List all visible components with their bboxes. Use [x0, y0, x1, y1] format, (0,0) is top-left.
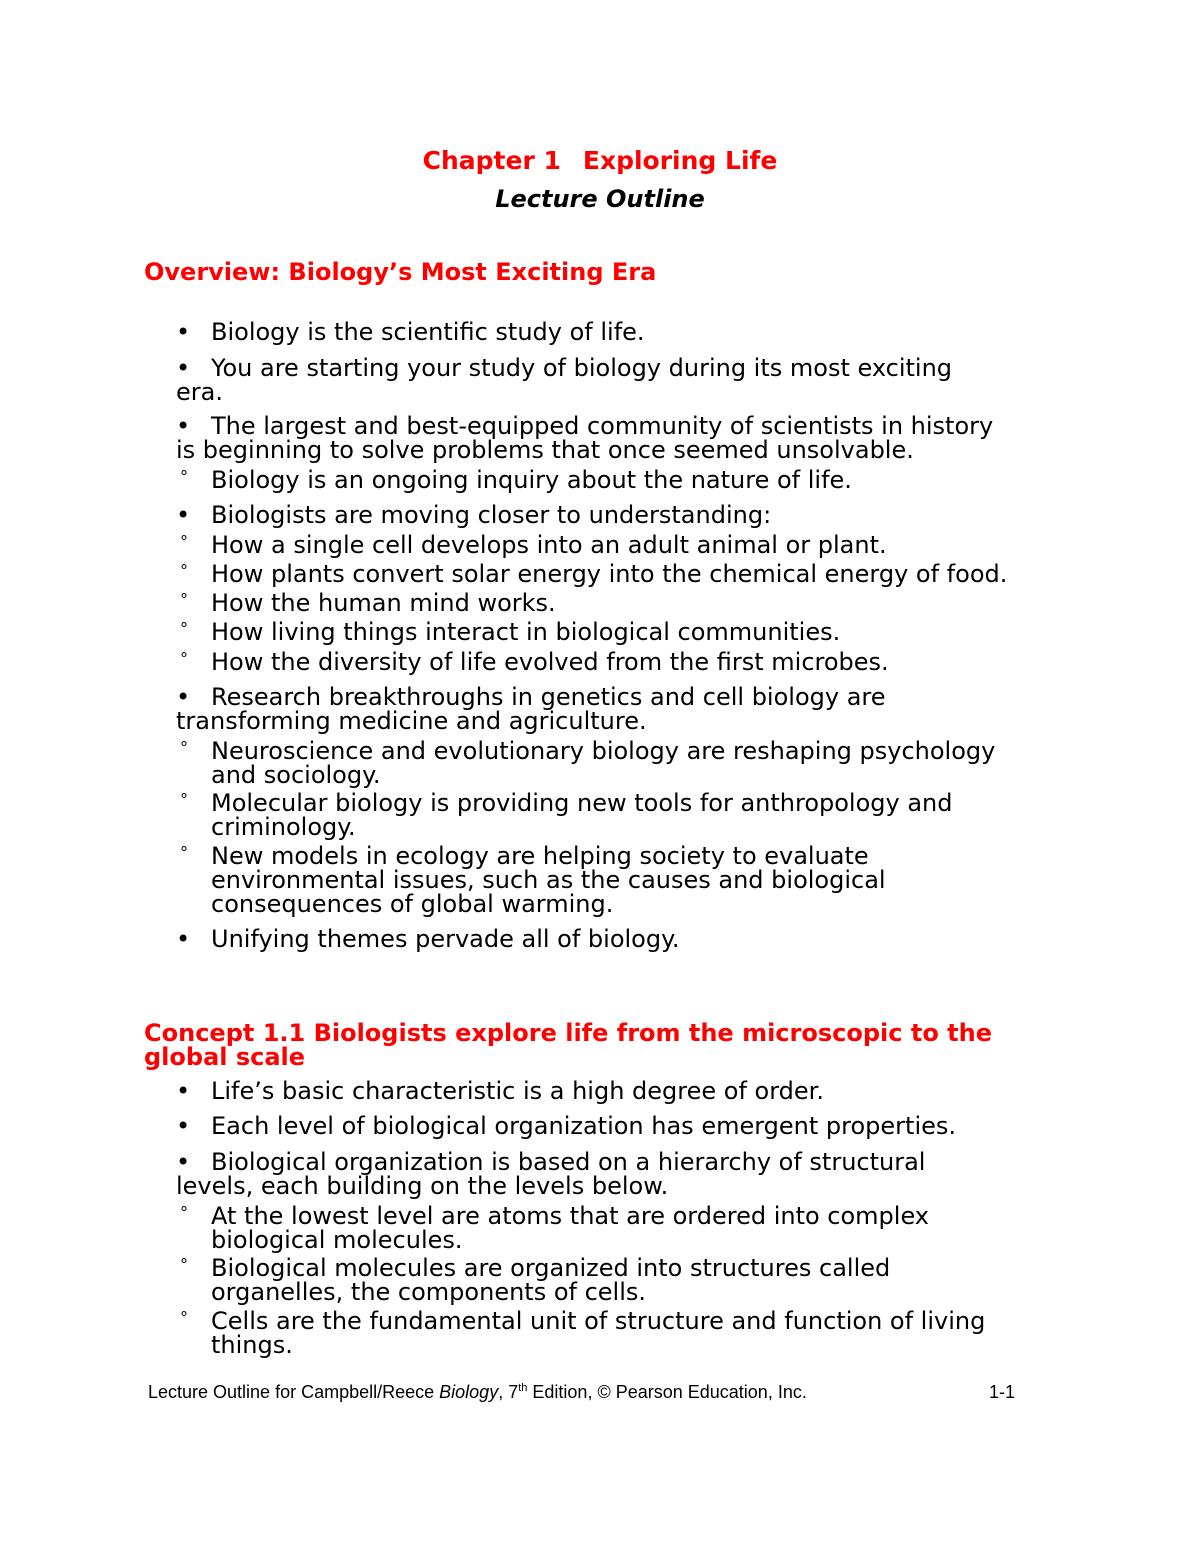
footer-publisher: Edition, © Pearson Education, Inc. [527, 1382, 807, 1402]
sub-bullet-marker: ° [180, 1203, 188, 1222]
sub-bullet-marker: ° [180, 1255, 188, 1274]
sub-bullet-marker: ° [180, 738, 188, 757]
sub-bullet-marker: ° [180, 649, 188, 668]
list-item-text-continued: criminology. [211, 813, 356, 841]
list-item-text: How a single cell develops into an adult animal or plant. [211, 531, 887, 559]
list-item-text: Molecular biology is providing new tools for anthropology and [211, 789, 953, 817]
list-item-text-continued: is beginning to solve problems that once seemed unsolvable. [176, 436, 914, 464]
list-item-text: Cells are the fundamental unit of structure and function of living [211, 1307, 986, 1335]
list-item-text: Neuroscience and evolutionary biology are reshaping psychology [211, 737, 996, 765]
concept-heading [144, 1021, 1024, 1069]
list-item-text: How the diversity of life evolved from the first microbes. [211, 648, 889, 676]
list-item-text: The largest and best-equipped community of scientists in history [211, 412, 994, 440]
chapter-name: Exploring Life [582, 146, 778, 175]
bullet-marker: • [176, 412, 191, 440]
lecture-subtitle: Lecture Outline [495, 185, 705, 213]
list-item-text: Biologists are moving closer to understanding: [211, 501, 772, 529]
list-item-text-continued: levels, each building on the levels below. [176, 1172, 669, 1200]
bullet-marker: • [176, 354, 191, 382]
list-item-text: Biological organization is based on a hierarchy of structural [211, 1148, 926, 1176]
list-item-text-continued: environmental issues, such as the causes and biological [211, 866, 886, 894]
bullet-marker: • [176, 925, 191, 953]
sub-bullet-marker: ° [180, 561, 188, 580]
bullet-marker: • [176, 1148, 191, 1176]
chapter-title [0, 146, 1200, 175]
list-item-text: Biology is an ongoing inquiry about the nature of life. [211, 466, 852, 494]
concept-heading-line: global scale [144, 1043, 306, 1071]
list-item-text-continued: biological molecules. [211, 1226, 463, 1254]
list-item-text-continued: consequences of global warming. [211, 890, 614, 918]
footer-edition: , 7 [498, 1382, 519, 1402]
list-item-text: How living things interact in biological communities. [211, 618, 841, 646]
list-item-text: Each level of biological organization has emergent properties. [211, 1112, 957, 1140]
sub-bullet-marker: ° [180, 467, 188, 486]
list-item-text-continued: transforming medicine and agriculture. [176, 707, 647, 735]
sub-bullet-marker: ° [180, 790, 188, 809]
list-item-text: How plants convert solar energy into the chemical energy of food. [211, 560, 1008, 588]
footer-book-title: Biology [439, 1382, 499, 1402]
list-item-text: Unifying themes pervade all of biology. [211, 925, 680, 953]
footer-prefix: Lecture Outline for Campbell/Reece [148, 1382, 440, 1402]
list-item-text-continued: organelles, the components of cells. [211, 1278, 647, 1306]
bullet-marker: • [176, 683, 191, 711]
concept-heading-line: Concept 1.1 Biologists explore life from the microscopic to the [144, 1019, 992, 1047]
list-item-text: How the human mind works. [211, 589, 556, 617]
list-item-text-continued: era. [176, 378, 223, 406]
list-item-text: You are starting your study of biology during its most exciting [211, 354, 953, 382]
bullet-marker: • [176, 501, 191, 529]
sub-bullet-marker: ° [180, 590, 188, 609]
footer-edition-suffix: th [518, 1382, 528, 1394]
list-item-text: New models in ecology are helping society to evaluate [211, 842, 869, 870]
list-item-text: Biology is the scientific study of life. [211, 318, 645, 346]
list-item-text-continued: things. [211, 1331, 293, 1359]
bullet-marker: • [176, 1077, 191, 1105]
sub-bullet-marker: ° [180, 1308, 188, 1327]
list-item-text: At the lowest level are atoms that are ordered into complex [211, 1202, 930, 1230]
overview-heading: Overview: Biology’s Most Exciting Era [144, 258, 657, 286]
list-item-text: Biological molecules are organized into structures called [211, 1254, 891, 1282]
bullet-marker: • [176, 1112, 191, 1140]
page-number: 1-1 [989, 1382, 1016, 1402]
sub-bullet-marker: ° [180, 843, 188, 862]
chapter-number: Chapter 1 [422, 146, 561, 175]
list-item-text: Research breakthroughs in genetics and cell biology are [211, 683, 886, 711]
bullet-marker: • [176, 318, 191, 346]
sub-bullet-marker: ° [180, 532, 188, 551]
list-item-text-continued: and sociology. [211, 761, 381, 789]
list-item-text: Life’s basic characteristic is a high degree of order. [211, 1077, 824, 1105]
sub-bullet-marker: ° [180, 619, 188, 638]
page-footer [148, 1382, 807, 1403]
